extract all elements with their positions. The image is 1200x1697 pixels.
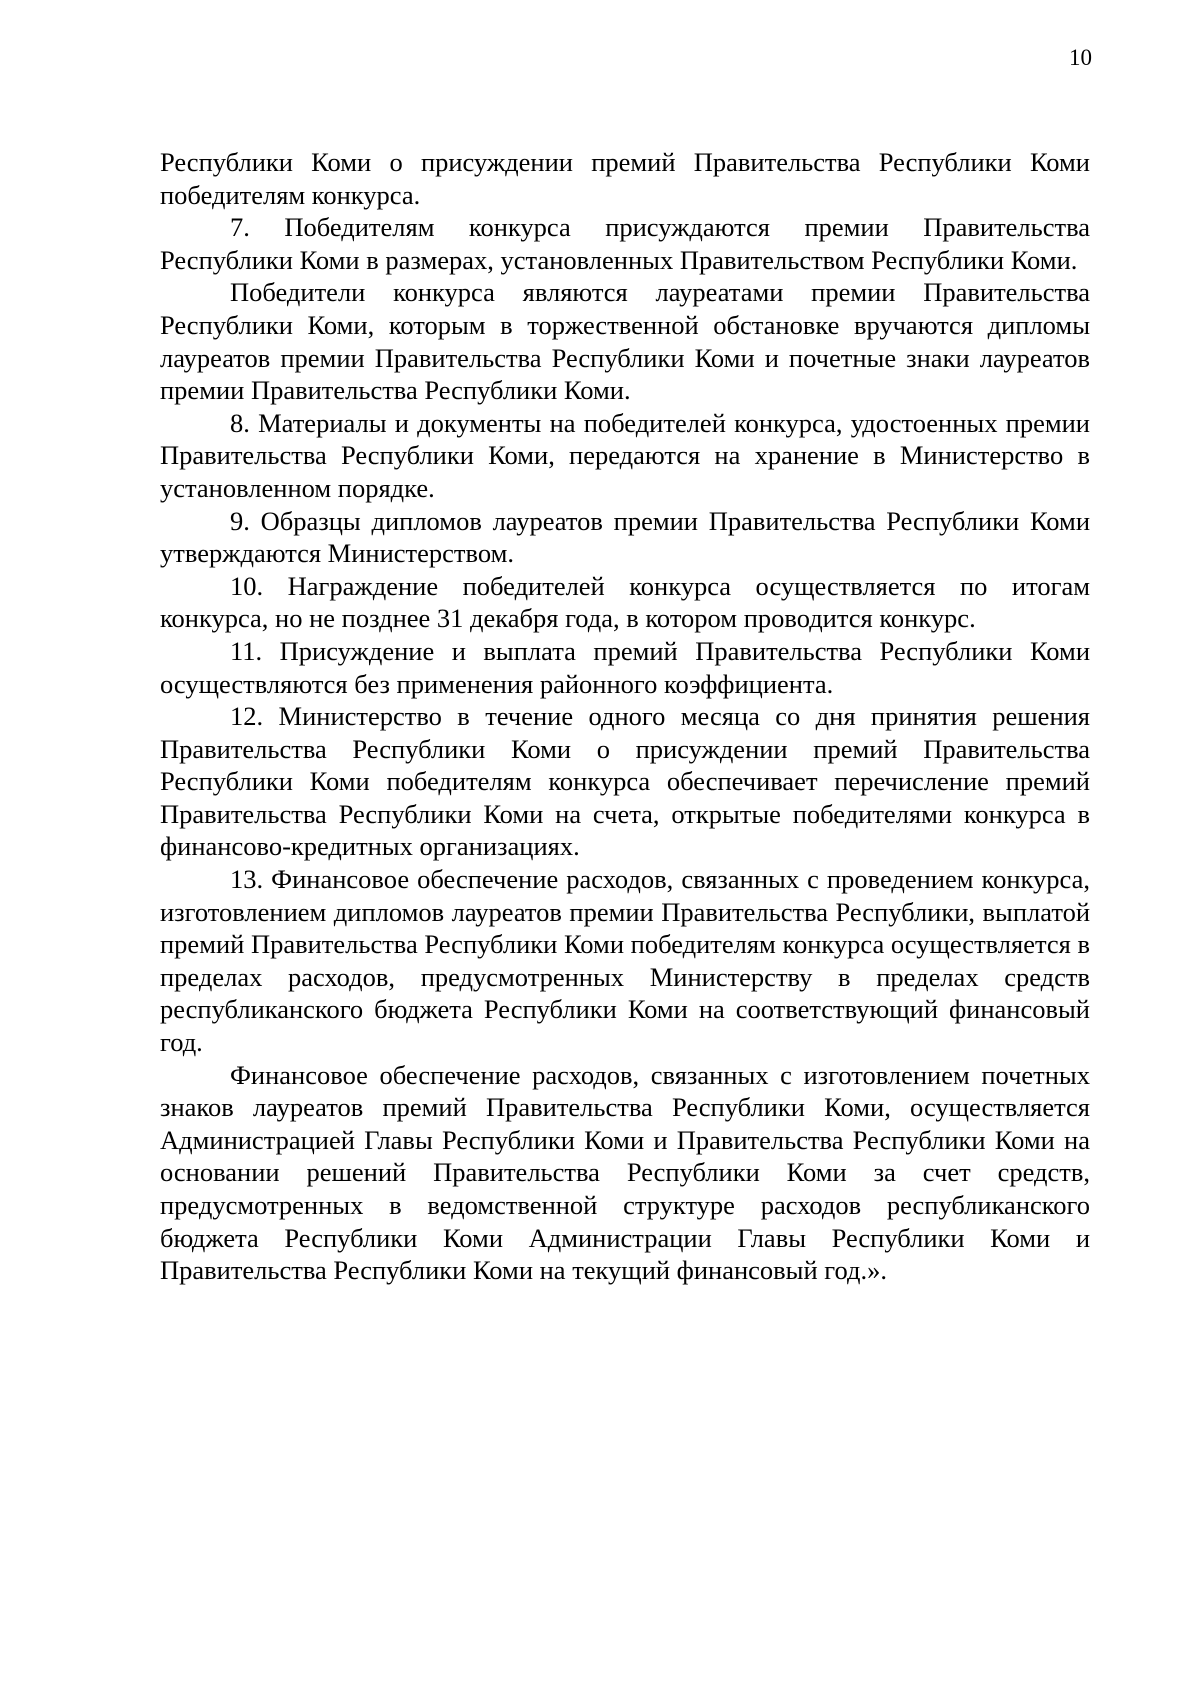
- paragraph-item-11: 11. Присуждение и выплата премий Правительства Республики Коми осуществляются без применения районного коэффициента.: [160, 635, 1090, 699]
- document-body: [160, 146, 1090, 1287]
- paragraph-item-12: 12. Министерство в течение одного месяца со дня принятия решения Правительства Республики Коми о присуждении премий Правительства Республики Коми победителям конкурса обеспечивает перечисление премий Правительства Республики Коми на счета, открытые победителями конкурса в финансово-кредитных организациях.: [160, 701, 1090, 862]
- paragraph-item-8: 8. Материалы и документы на победителей конкурса, удостоенных премии Правительства Республики Коми, передаются на хранение в Министерство в установленном порядке.: [160, 407, 1090, 503]
- paragraph-laureates: Победители конкурса являются лауреатами премии Правительства Республики Коми, которым в торжественной обстановке вручаются дипломы лауреатов премии Правительства Республики Коми и почетные знаки лауреатов премии Правительства Республики Коми.: [160, 277, 1090, 406]
- paragraph-item-9: 9. Образцы дипломов лауреатов премии Правительства Республики Коми утверждаются Министерством.: [160, 505, 1090, 569]
- paragraph-item-7: 7. Победителям конкурса присуждаются премии Правительства Республики Коми в размерах, установленных Правительством Республики Коми.: [160, 212, 1090, 275]
- page-number: 10: [1069, 45, 1092, 70]
- paragraph-continuation: Республики Коми о присуждении премий Правительства Республики Коми победителям конкурса.: [160, 147, 1090, 210]
- paragraph-item-10: 10. Награждение победителей конкурса осуществляется по итогам конкурса, но не позднее 31 декабря года, в котором проводится конкурс.: [160, 570, 1090, 634]
- paragraph-financing-badges: Финансовое обеспечение расходов, связанных с изготовлением почетных знаков лауреатов премий Правительства Республики Коми, осуществляется Администрацией Главы Республики Коми и Правительства Республики Коми на основании решений Правительства Республики Коми за счет средств, предусмотренных в ведомственной структуре расходов республиканского бюджета Республики Коми Администрации Главы Республики Коми и Правительства Республики Коми на текущий финансовый год.».: [160, 1059, 1090, 1286]
- paragraph-item-13: 13. Финансовое обеспечение расходов, связанных с проведением конкурса, изготовлением дипломов лауреатов премии Правительства Республики, выплатой премий Правительства Республики Коми победителям конкурса осуществляется в пределах расходов, предусмотренных Министерству в пределах средств республиканского бюджета Республики Коми на соответствующий финансовый год.: [160, 864, 1090, 1058]
